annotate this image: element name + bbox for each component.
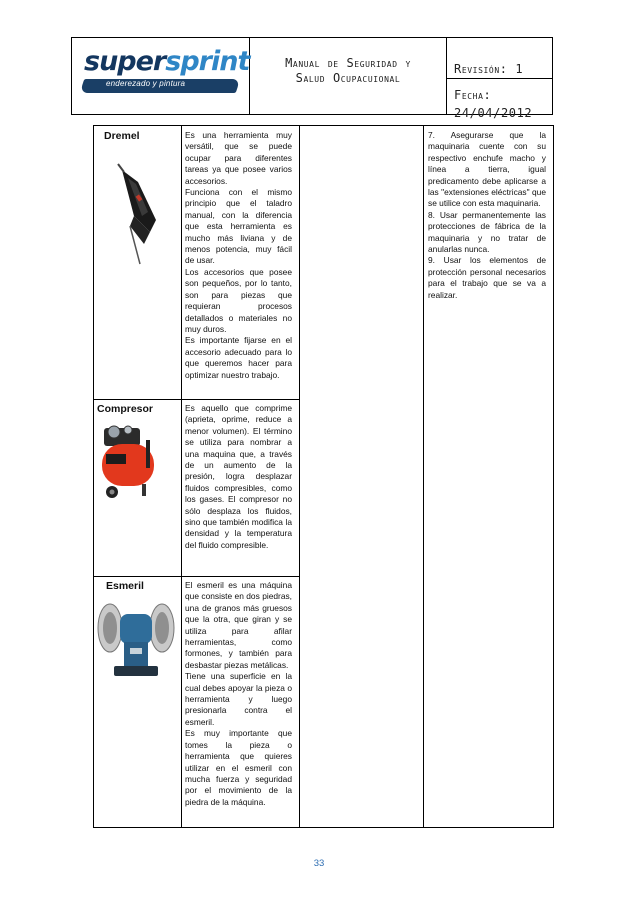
page-number: 33 [313,858,325,869]
document-title [252,56,444,86]
table-column-divider [423,126,424,827]
tool-name-compresor: Compresor [97,403,154,415]
logo-sprint-text: sprint [165,46,250,77]
company-logo [82,46,250,102]
document-header [71,37,553,120]
safety-step: 9. Usar los elementos de protección personal necesarios para el trabajo que se va a realizar. [428,255,546,300]
logo-tagline: enderezado y pintura [106,79,186,88]
date-label: Fecha: [454,88,492,102]
header-divider [446,38,447,114]
title-line-1: Manual de Seguridad y [285,56,411,70]
table-row-divider [94,399,300,400]
safety-step: 8. Usar permanentemente las protecciones de fábrica de la maquinaria y no tratar de anularlas nunca. [428,209,546,255]
tool-description-dremel: Es una herramienta muy versátil, que se puede ocupar para diferentes tareas ya que posee varios accesorios. Funciona con el mismo principio que el taladro manual, con la diferencia que esta herramienta es mucho más liviana y de menos potencia, muy fácil de usar. Los accesorios que posee son pequeños, por lo tanto, son para piezas que requieran procesos detallados o materiales no muy duros. Es importante fijarse en el accesorio adecuado para lo que queremos hacer para optimizar nuestro trabajo. [185,130,292,380]
air-compressor-image [98,418,168,500]
title-line-2: Salud Ocupacuional [295,71,401,85]
tool-name-dremel: Dremel [104,130,140,142]
date-value: 24/04/2012 [454,106,533,120]
revision-label: Revisión: 1 [454,62,524,76]
table-column-divider [181,126,182,827]
header-divider [446,78,552,79]
tool-name-esmeril: Esmeril [106,580,144,592]
safety-step: 7. Asegurarse que la maquinaria cuente con su respectivo enchufe macho y línea a tierra, igual predicamento debe aplicarse a las "extensiones eléctricas" que se utilice con esta maquinaria. [428,130,546,209]
bench-grinder-image [96,592,176,682]
tool-description-compresor: Es aquello que comprime (aprieta, oprime, reduce a menor volumen). El término se utiliza para nombrar a una maquina que, a través de un aumento de la presión, logra desplazar fluidos compresibles, como los gases. El compresor no sólo desplaza los fluidos, sino que también modifica la densidad y la temperatura del fluido compresible. [185,403,292,550]
tool-description-esmeril: El esmeril es una máquina que consiste en dos piedras, una de granos más gruesos que la otra, que giran y se utiliza para afilar herramientas, como formones, y también para desbastar piezas metálicas. Tiene una superficie en la cual debes apoyar la pieza o herramienta y luego presionarla contra el esmeril. Es muy importante que tomes la pieza o herramienta que quieres utilizar en el esmeril con mucha fuerza y seguridad por el movimiento de la piedra de la máquina. [185,580,292,807]
safety-steps [428,130,546,301]
rotary-tool-image [104,160,164,270]
table-column-divider [299,126,300,827]
logo-super-text: super [84,46,166,77]
table-row-divider [94,576,300,577]
